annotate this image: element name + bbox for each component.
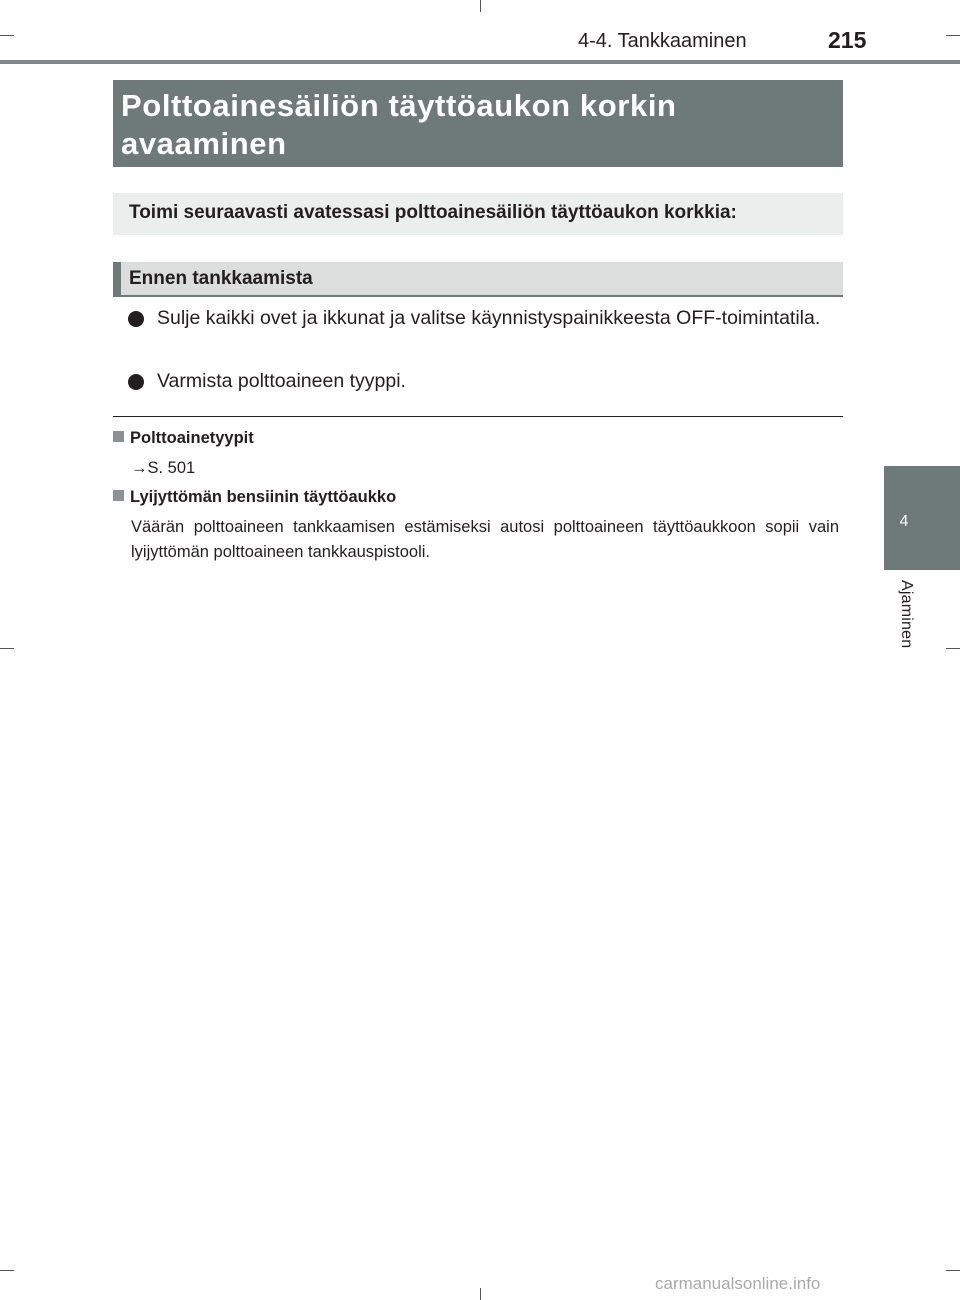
square-bullet-icon — [113, 431, 124, 442]
bullet-item — [128, 366, 843, 397]
chapter-tab — [884, 466, 960, 570]
chapter-number: 4 — [899, 513, 909, 530]
chapter-name: Ajaminen — [898, 580, 915, 649]
subheading-text: Ennen tankkaamista — [129, 268, 313, 289]
note-heading-text: Lyijyttömän bensiinin täyttöaukko — [130, 488, 397, 506]
bullet-text: Sulje kaikki ovet ja ikkunat ja valitse käynnistyspainikkeesta OFF-toimintatila. — [157, 307, 821, 329]
crop-mark — [0, 1270, 14, 1271]
note-body: Väärän polttoaineen tankkaamisen estämiseksi autosi polttoaineen täyttöaukkoon sopii vain lyijyttömän polttoaineen tankkauspistooli. — [131, 518, 839, 561]
subheading-box — [113, 262, 843, 297]
crop-mark — [0, 648, 14, 649]
crop-mark — [946, 1270, 960, 1271]
note-heading — [113, 429, 254, 448]
note-heading-text: Polttoainetyypit — [130, 429, 254, 447]
subheading-accent-bar — [113, 262, 121, 295]
intro-box — [113, 193, 843, 235]
crop-mark — [480, 0, 481, 12]
crop-mark — [946, 648, 960, 649]
crop-mark — [946, 35, 960, 36]
watermark: carmanualsonline.info — [655, 1274, 821, 1293]
header-divider — [0, 60, 960, 64]
note-body: →S. 501 — [131, 459, 196, 477]
bullet-dot-icon — [128, 374, 144, 390]
section-title-line-2: avaaminen — [121, 126, 287, 161]
bullet-dot-icon — [128, 311, 144, 327]
section-label: 4-4. Tankkaaminen — [578, 30, 747, 52]
note-heading — [113, 488, 396, 507]
bullet-item — [128, 303, 843, 334]
crop-mark — [480, 1288, 481, 1300]
notes-divider — [113, 416, 843, 417]
section-title-box — [113, 80, 843, 167]
page-number: 215 — [828, 27, 867, 53]
crop-mark — [0, 35, 14, 36]
square-bullet-icon — [113, 490, 124, 501]
section-title-line-1: Polttoainesäiliön täyttöaukon korkin — [121, 88, 677, 123]
bullet-text: Varmista polttoaineen tyyppi. — [157, 370, 406, 392]
intro-text: Toimi seuraavasti avatessasi polttoainesäiliön täyttöaukon korkkia: — [129, 202, 737, 223]
